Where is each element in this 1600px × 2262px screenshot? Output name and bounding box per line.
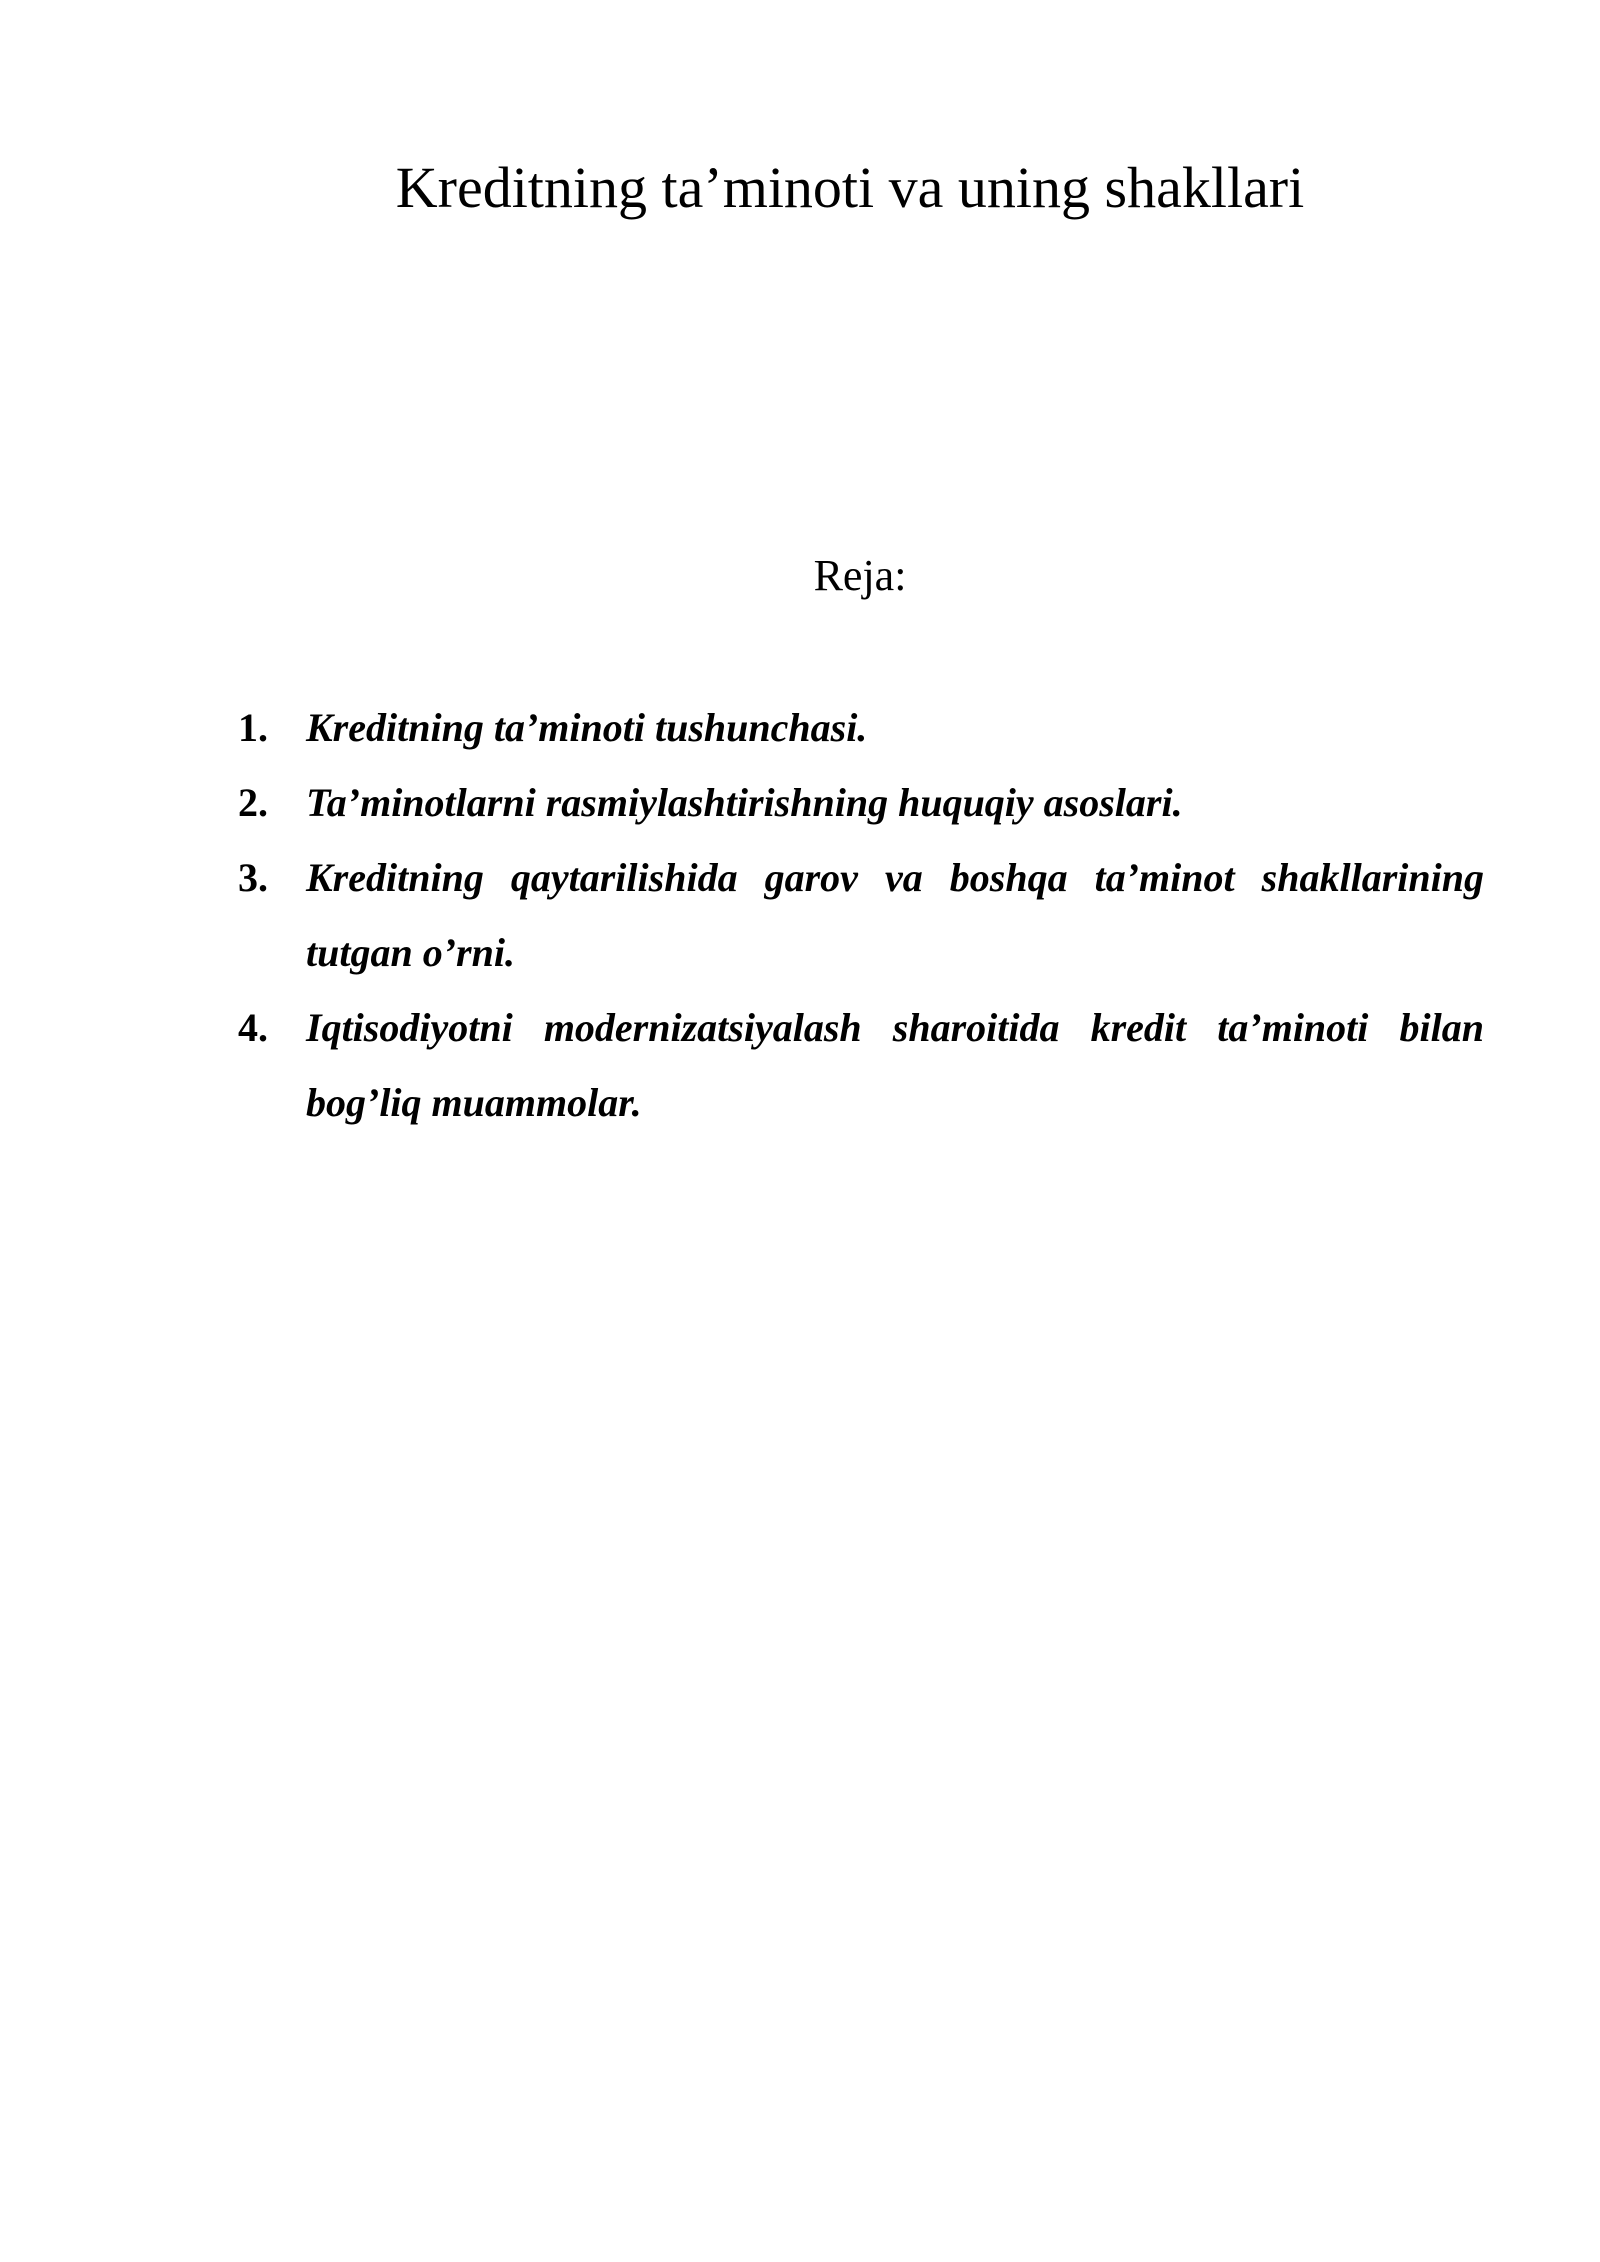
plan-item-4 xyxy=(238,990,1484,1140)
document-title: Kreditning ta’minoti va uning shakllari xyxy=(395,155,1305,220)
plan-heading: Reja: xyxy=(813,551,907,600)
plan-item-number: 1. xyxy=(238,705,268,750)
plan-item-text: Ta’minotlarni rasmiylashtirishning huquqiy asoslari. xyxy=(306,780,1183,825)
plan-item-3 xyxy=(238,840,1484,990)
plan-item-1 xyxy=(238,690,1484,765)
plan-list xyxy=(238,690,1484,1140)
plan-item-2 xyxy=(238,765,1484,840)
plan-item-text: Iqtisodiyotni modernizatsiyalash sharoitida kredit ta’minoti bilan bog’liq muammolar. xyxy=(306,1005,1484,1125)
plan-item-number: 2. xyxy=(238,780,268,825)
plan-item-text: Kreditning ta’minoti tushunchasi. xyxy=(306,705,868,750)
plan-item-number: 3. xyxy=(238,855,268,900)
plan-item-text: Kreditning qaytarilishida garov va boshqa ta’minot shakllarining tutgan o’rni. xyxy=(306,855,1484,975)
plan-item-number: 4. xyxy=(238,1005,268,1050)
